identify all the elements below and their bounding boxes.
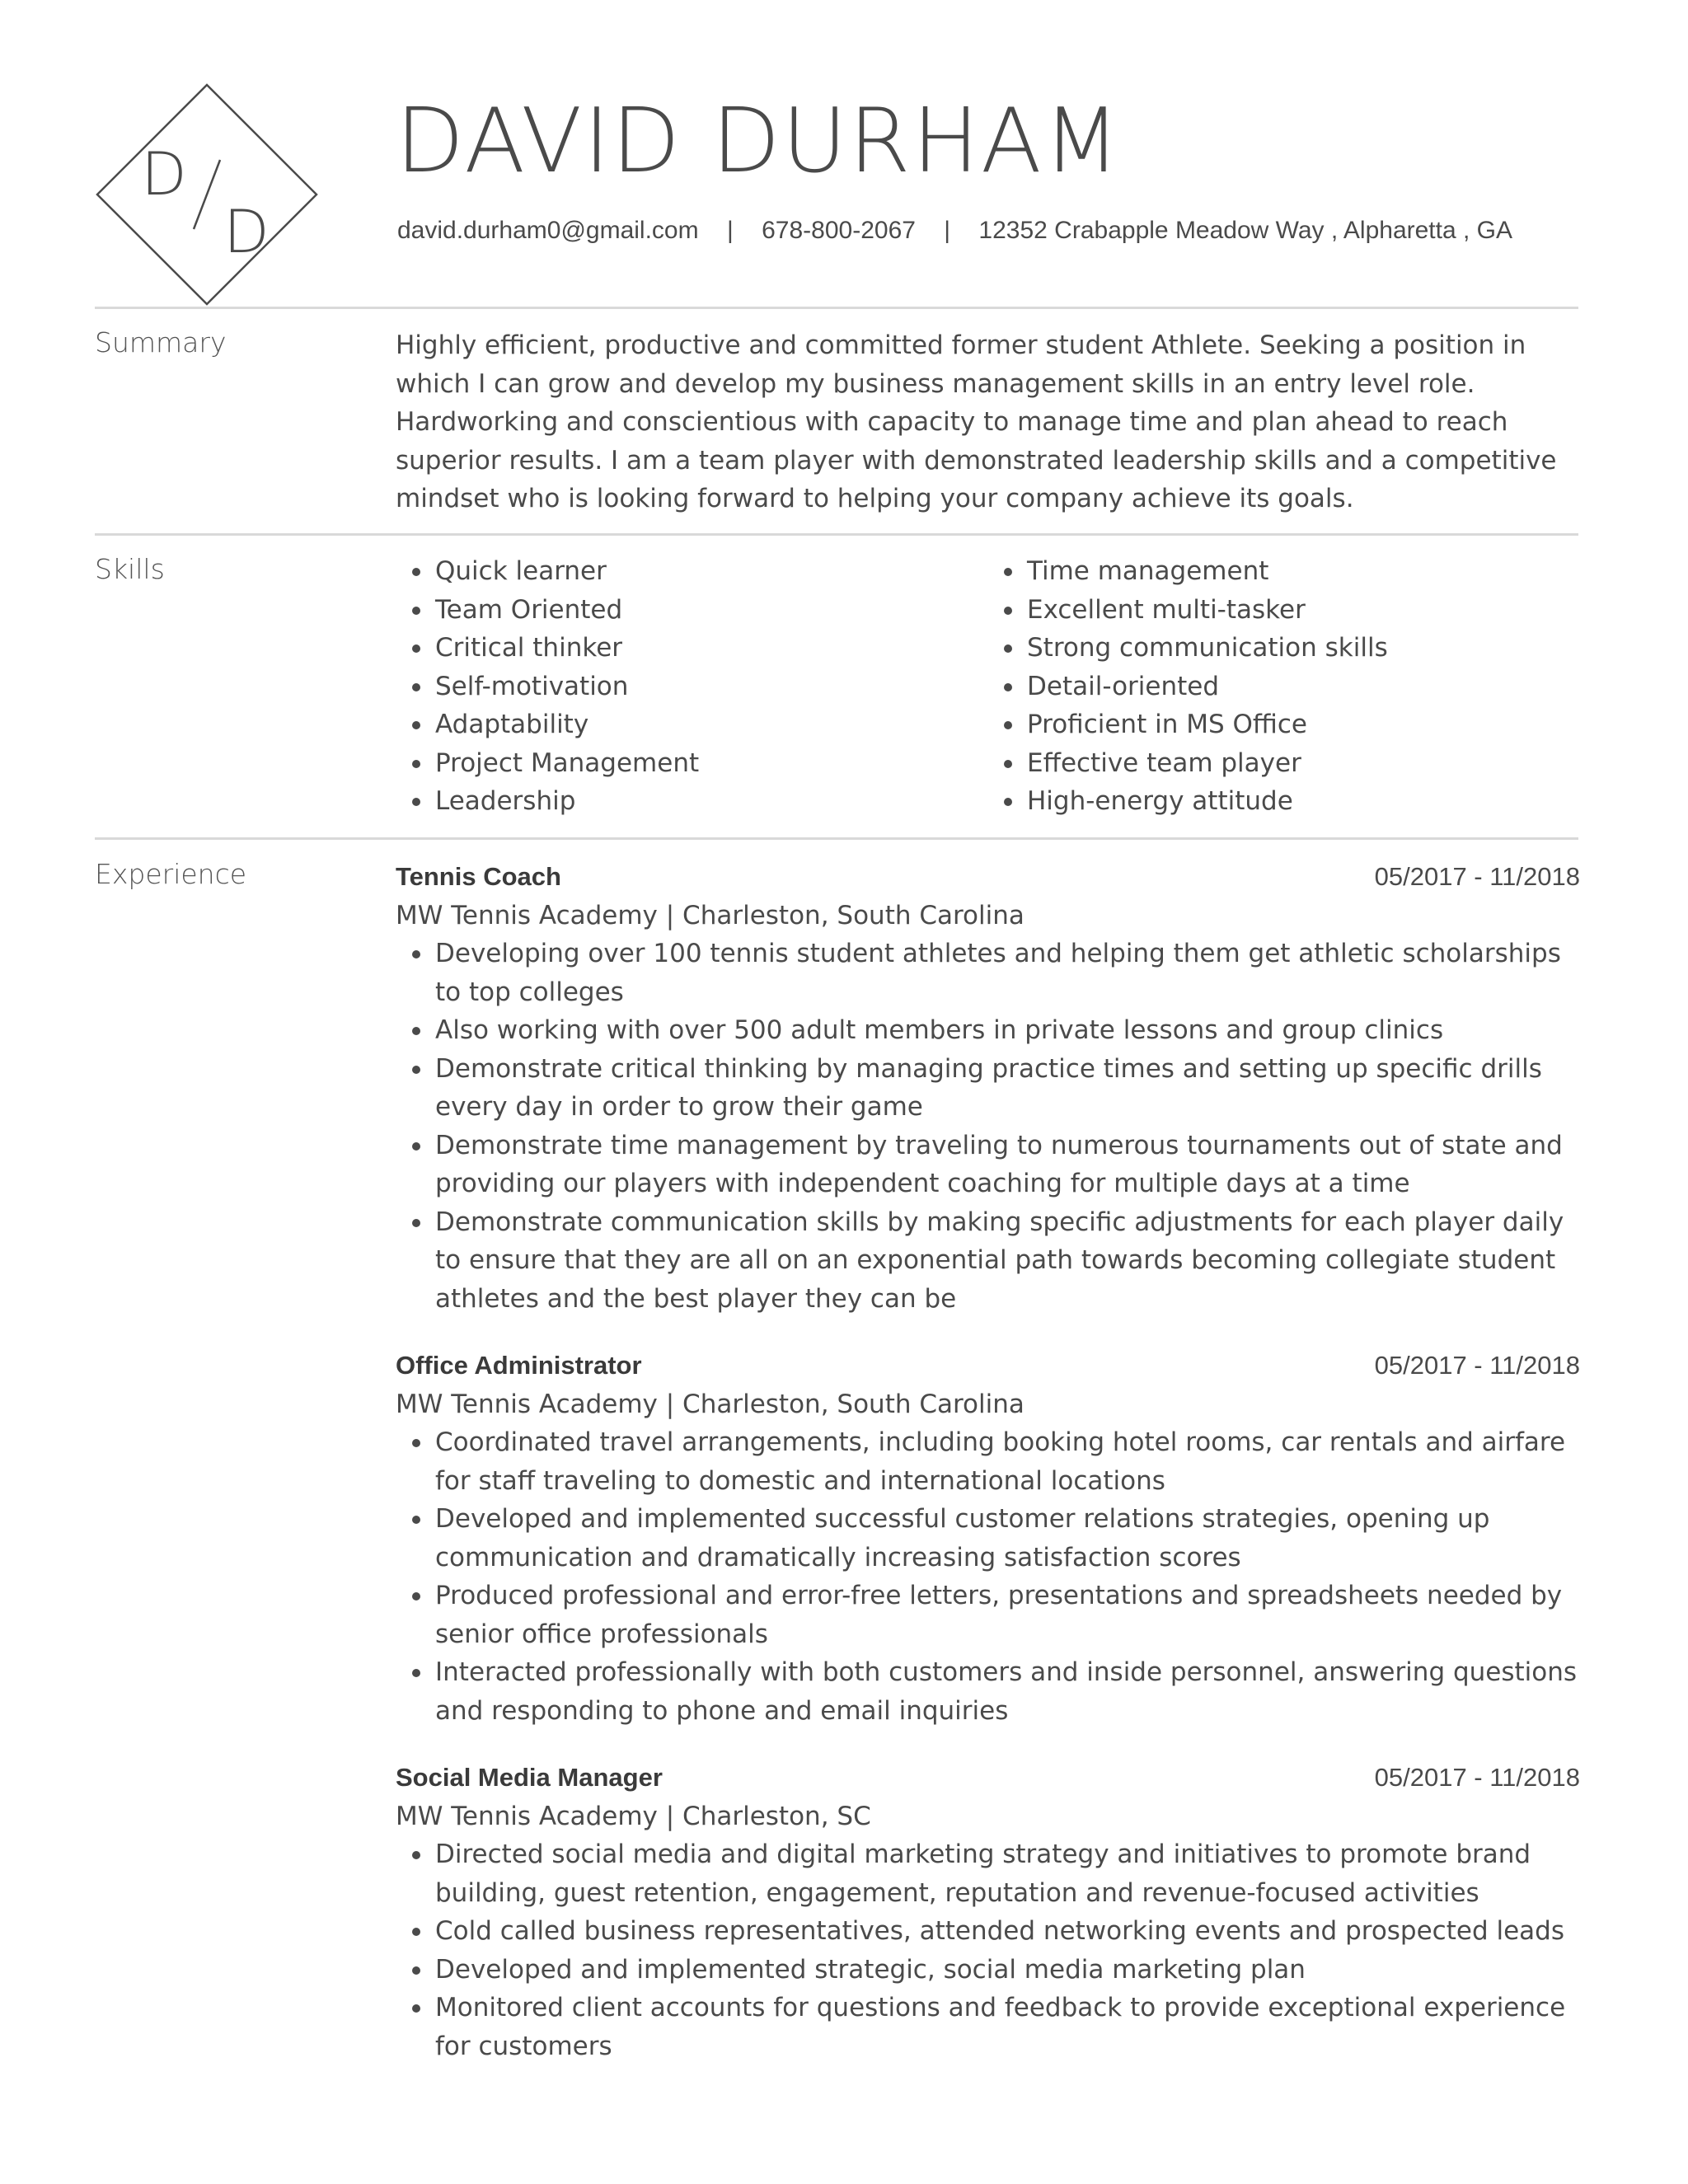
skill-item: High-energy attitude <box>987 782 1564 821</box>
job-title: Tennis Coach <box>396 862 561 891</box>
contact-line <box>397 217 1512 245</box>
separator: | <box>726 217 734 244</box>
skill-item: Detail-oriented <box>987 668 1564 706</box>
job-bullet: Cold called business representatives, attended networking events and prospected leads <box>396 1912 1580 1951</box>
job-bullet-list <box>396 1423 1580 1730</box>
job-entry <box>396 1759 1580 2065</box>
job-dates: 05/2017 - 11/2018 <box>1374 862 1580 891</box>
candidate-name: DAVID DURHAM <box>396 90 1122 193</box>
job-bullet: Demonstrate critical thinking by managing practice times and setting up specific drills every day in order to grow their game <box>396 1050 1580 1127</box>
job-bullet: Interacted professionally with both customers and inside personnel, answering questions and responding to phone and email inquiries <box>396 1653 1580 1730</box>
skill-item: Proficient in MS Office <box>987 705 1564 744</box>
monogram-logo <box>95 82 319 307</box>
skill-item: Team Oriented <box>396 591 973 630</box>
divider <box>95 837 1578 840</box>
address: 12352 Crabapple Meadow Way , Alpharetta , GA <box>978 217 1513 244</box>
job-bullet: Coordinated travel arrangements, including booking hotel rooms, car rentals and airfare for staff traveling to domestic and international locations <box>396 1423 1580 1500</box>
skill-item: Project Management <box>396 744 973 783</box>
job-bullet: Developing over 100 tennis student athletes and helping them get athletic scholarships to top colleges <box>396 935 1580 1011</box>
summary-text: Highly efficient, productive and committed former student Athlete. Seeking a position in which I can grow and develop my business management skills in an entry level role. Hardworking and conscientious with capacity to manage time and plan ahead to reach superior results. I am a team player with demonstrated leadership skills and a competitive mindset who is looking forward to helping your company achieve its goals. <box>396 330 1557 513</box>
job-bullet: Produced professional and error-free letters, presentations and spreadsheets needed by senior office professionals <box>396 1577 1580 1653</box>
monogram-letter-top: D <box>141 139 187 209</box>
job-company: MW Tennis Academy | Charleston, SC <box>396 1801 871 1831</box>
skill-item: Effective team player <box>987 744 1564 783</box>
job-bullet: Also working with over 500 adult members in private lessons and group clinics <box>396 1011 1580 1050</box>
skills-heading: Skills <box>95 553 165 585</box>
skill-item: Excellent multi-tasker <box>987 591 1564 630</box>
skill-item: Critical thinker <box>396 629 973 668</box>
job-bullet: Demonstrate communication skills by making specific adjustments for each player daily to ensure that they are all on an exponential path towards becoming collegiate student athletes and the best player they can be <box>396 1203 1580 1319</box>
monogram-letter-bottom: D <box>223 197 270 266</box>
job-title: Social Media Manager <box>396 1763 663 1792</box>
job-company: MW Tennis Academy | Charleston, South Carolina <box>396 1389 1025 1419</box>
job-bullet: Demonstrate time management by traveling to numerous tournaments out of state and providing our players with independent coaching for multiple days at a time <box>396 1127 1580 1203</box>
skills-list-right <box>987 552 1564 821</box>
job-bullet: Developed and implemented successful customer relations strategies, opening up communication and dramatically increasing satisfaction scores <box>396 1500 1580 1577</box>
job-dates: 05/2017 - 11/2018 <box>1374 1763 1580 1792</box>
divider <box>95 533 1578 536</box>
skill-item: Leadership <box>396 782 973 821</box>
job-title: Office Administrator <box>396 1351 642 1380</box>
separator: | <box>944 217 951 244</box>
skill-item: Strong communication skills <box>987 629 1564 668</box>
job-dates: 05/2017 - 11/2018 <box>1374 1351 1580 1380</box>
monogram-diamond <box>95 82 319 307</box>
skills-list-left <box>396 552 973 821</box>
experience-heading: Experience <box>95 858 247 890</box>
skill-item: Quick learner <box>396 552 973 591</box>
divider <box>95 307 1578 309</box>
skill-item: Time management <box>987 552 1564 591</box>
job-bullet: Developed and implemented strategic, social media marketing plan <box>396 1951 1580 1990</box>
job-company: MW Tennis Academy | Charleston, South Carolina <box>396 900 1025 930</box>
email-link[interactable]: david.durham0@gmail.com <box>397 217 699 244</box>
job-bullet: Directed social media and digital marketing strategy and initiatives to promote brand building, guest retention, engagement, reputation and revenue-focused activities <box>396 1835 1580 1912</box>
job-entry <box>396 858 1580 1318</box>
phone-number[interactable]: 678-800-2067 <box>762 217 916 244</box>
skill-item: Self-motivation <box>396 668 973 706</box>
summary-heading: Summary <box>95 326 227 359</box>
job-entry <box>396 1347 1580 1730</box>
job-bullet: Monitored client accounts for questions and feedback to provide exceptional experience for customers <box>396 1989 1580 2065</box>
skill-item: Adaptability <box>396 705 973 744</box>
job-bullet-list <box>396 935 1580 1318</box>
job-bullet-list <box>396 1835 1580 2065</box>
